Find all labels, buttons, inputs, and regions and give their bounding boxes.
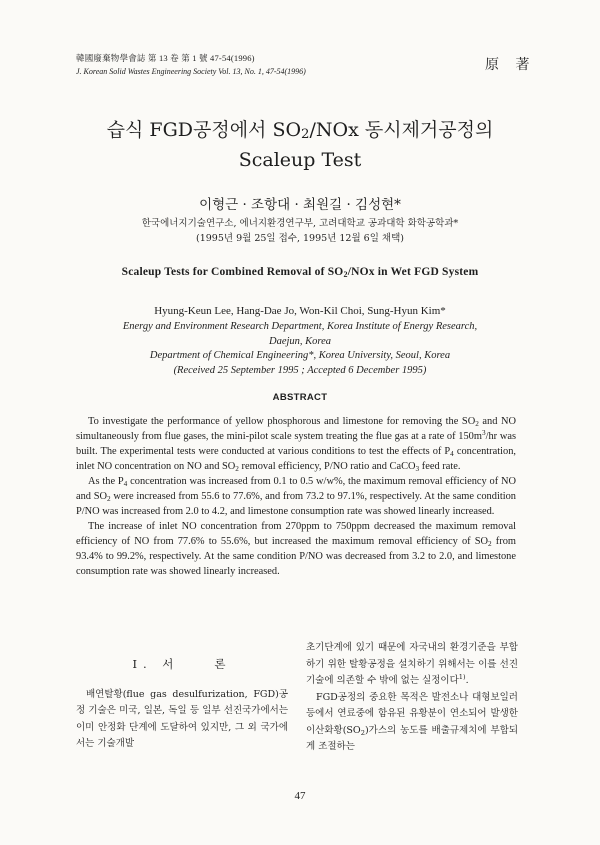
journal-korean: 韓國廢棄物學會誌 第 13 卷 第 1 號 47-54(1996) [76, 53, 255, 63]
article-type-label: 原 著 [485, 57, 536, 73]
korean-title-line2: Scaleup Test [238, 149, 362, 171]
korean-authors: 이형근 · 조항대 · 최원길 · 김성현* [199, 197, 401, 213]
page-number: 47 [294, 790, 306, 802]
affiliation-line-1: Energy and Environment Research Department, Korea Institute of Energy Research, [122, 321, 478, 332]
korean-affiliation-line: 한국에너지기술연구소, 에너지환경연구부, 고려대학교 공과대학 화학공학과* [141, 218, 459, 229]
korean-title [40, 115, 560, 175]
abstract-paragraph-1: To investigate the performance of yellow phosphorous and limestone for removing the $SO_2$ and NO simultaneously from flue gases, the mini-pilot scale system treating the flue gas at a rate of $150m^3/hr$ was built. The experimental tests were conducted at various conditions to test the effects of $P_4$ concentration, inlet NO concentration on NO and $SO_2$ removal efficiency, P/NO ratio and CaCO$_3$ feed rate. [76, 416, 516, 473]
intro-paragraph-right-2: FGD공정의 중요한 목적은 발전소나 대형보일러 등에서 연료중에 함유된 유황분이 연소되어 발생한 이산화황$(SO_2)$가스의 농도를 배출규제치에 부합되게 조절하는 [306, 691, 518, 752]
affiliation-line-2: Daejun, Korea [268, 335, 332, 347]
abstract-paragraph-3: The increase of inlet NO concentration from 270ppm to 750ppm decreased the maximum removal efficiency of NO from 77.6% to 55.6%, but increased the maximum removal efficiency of $SO_2$ from 93.4% to 99.2%, respectively. At the same condition P/NO was decreased from 3.2 to 2.0, and limestone consumption rate was showed linearly increased. [76, 521, 516, 577]
citation-ref: 1) [458, 673, 466, 681]
intro-paragraph-right-1: 초기단계에 있기 때문에 자국내의 환경기준을 부합하기 위한 탈황공정을 설치하기 위해서는 이를 선진 기술에 의존할 수 밖에 없는 실정이다$^{1)}$. [306, 642, 518, 686]
received-accepted-dates: (Received 25 September 1995 ; Accepted 6 December 1995) [173, 364, 427, 376]
section-heading-introduction: I. 서 론 [132, 657, 232, 671]
journal-header [76, 52, 306, 78]
journal-english: J. Korean Solid Wastes Engineering Society Vol. 13, No. 1, 47-54(1996) [76, 67, 306, 76]
korean-affiliation [40, 216, 560, 246]
abstract-body [76, 414, 516, 579]
english-authors: Hyung-Keun Lee, Hang-Dae Jo, Won-Kil Choi, Sung-Hyun Kim* [154, 305, 446, 317]
right-column [306, 640, 518, 756]
english-affiliation [40, 320, 560, 378]
intro-paragraph-left: 배연탈황(flue gas desulfurization, FGD)공정 기술은 미국, 일본, 독일 등 일부 선진국가에서는 이미 안정화 단계에 도달하여 있지만, 그 외 국가에서는 기술개발 [76, 688, 288, 749]
korean-title-line1: 습식 FGD공정에서 $SO_2$/NOx 동시제거공정의 [106, 119, 494, 142]
affiliation-line-3: Department of Chemical Engineering*, Korea University, Seoul, Korea [149, 350, 451, 361]
abstract-paragraph-2: As the $P_4$ concentration was increased from 0.1 to 0.5 w/w%, the maximum removal efficiency of NO and $SO_2$ were increased from 55.6 to 77.6%, and from 73.2 to 97.1%, respectively. At the same condition P/NO was increased from 2.0 to 4.2, and limestone consumption rate was showed linearly increased. [76, 476, 517, 517]
left-column [76, 640, 288, 753]
korean-dates: (1995년 9월 25일 접수, 1995년 12월 6일 채택) [196, 233, 404, 244]
english-title: Scaleup Tests for Combined Removal of $SO_2$/NOx in Wet FGD System [121, 266, 479, 279]
abstract-heading: ABSTRACT [272, 392, 328, 403]
